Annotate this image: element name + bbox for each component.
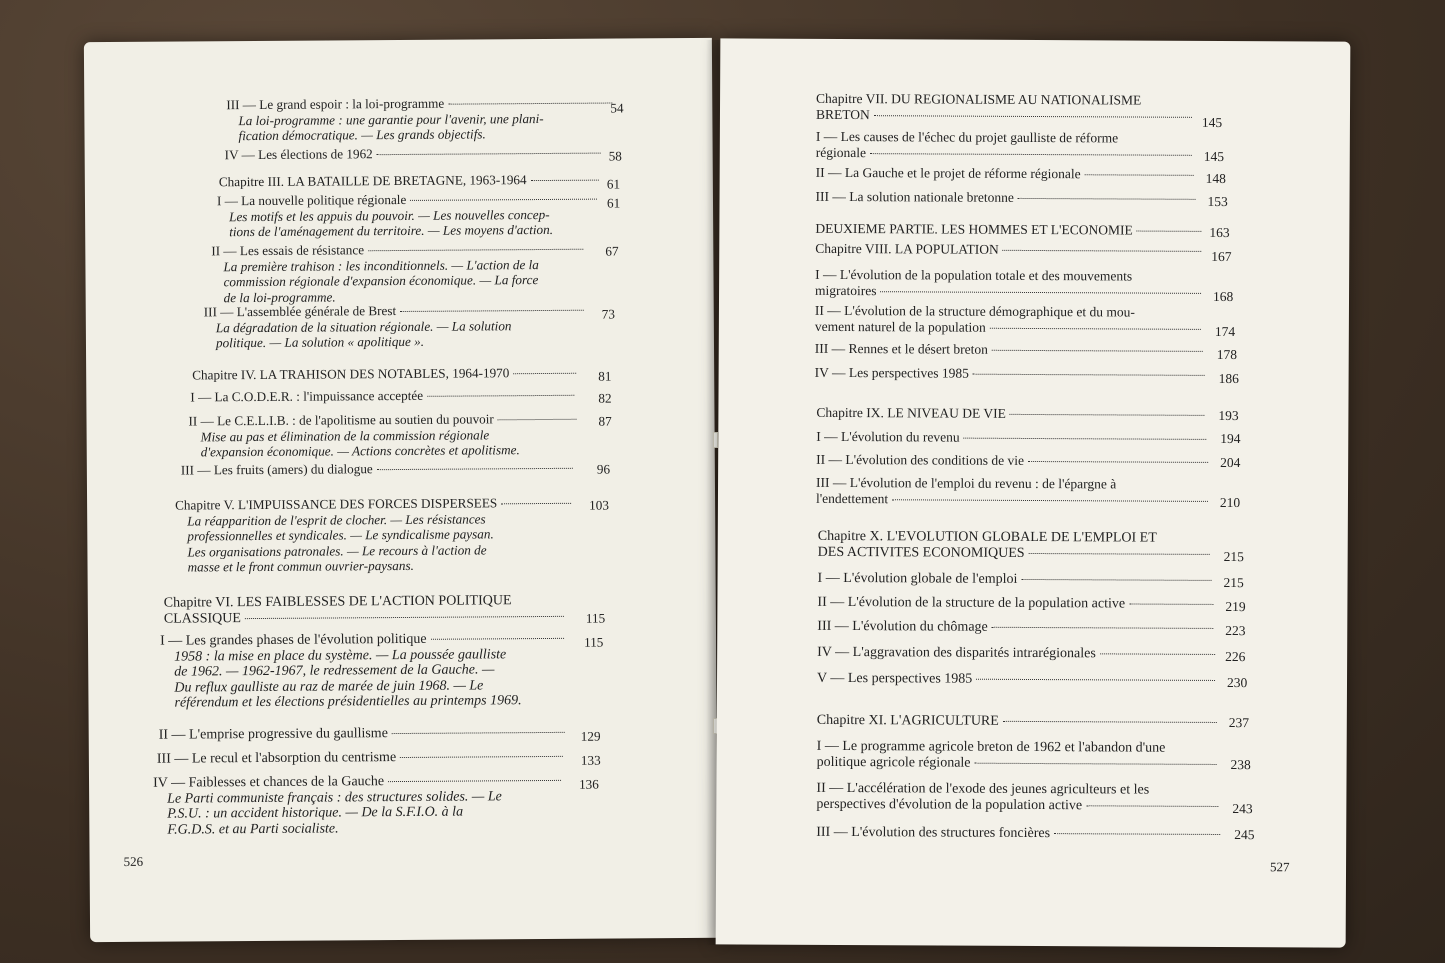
- toc-entry: III — Le grand espoir : la loi-programme La loi-programme : une garantie pour l'avenir, une plani- fication démocratique. — Les grands objectifs.: [226, 94, 616, 143]
- toc-entry: II — L'évolution de la structure démographique et du mou- vement naturel de la population: [815, 303, 1205, 336]
- page-number: 145: [1201, 114, 1223, 130]
- page-number: 103: [589, 497, 609, 513]
- page-number: 61: [606, 195, 621, 211]
- page-number: 87: [598, 413, 612, 429]
- toc-entry: Chapitre X. L'EVOLUTION GLOBALE DE L'EMPLOI ET DES ACTIVITES ECONOMIQUES: [818, 529, 1214, 562]
- page-number: 223: [1225, 623, 1246, 639]
- left-toc: [84, 38, 718, 942]
- toc-entry: II — Le C.E.L.I.B. : de l'apolitisme au soutien du pouvoir Mise au pas et élimination de la commission régionale d'expansion économique. — Actions concrètes et apolitisme.: [188, 411, 580, 460]
- page-number: 133: [580, 752, 601, 768]
- toc-entry: I — L'évolution de la population totale et des mouvements migratoires: [815, 267, 1205, 300]
- toc-entry: Chapitre IX. LE NIVEAU DE VIE: [816, 405, 1208, 423]
- toc-entry: II — L'emprise progressive du gaullisme: [159, 725, 569, 743]
- page-number: 82: [598, 390, 612, 406]
- page-number: 178: [1216, 346, 1238, 363]
- page-number: 215: [1223, 574, 1244, 591]
- toc-entry: III — Les fruits (amers) du dialogue: [181, 460, 577, 478]
- toc-entry: III — L'évolution de l'emploi du revenu : de l'épargne à l'endettement: [816, 475, 1212, 508]
- page-number: 194: [1220, 430, 1241, 447]
- page-number: 238: [1230, 757, 1251, 773]
- page-number: 243: [1232, 801, 1253, 817]
- right-page: [716, 38, 1351, 947]
- toc-entry: III — Le recul et l'absorption du centrisme: [157, 749, 567, 767]
- right-toc: [716, 38, 1351, 947]
- page-number: 230: [1226, 675, 1248, 691]
- page-number: 67: [605, 243, 619, 259]
- page-number: 215: [1223, 548, 1244, 565]
- toc-entry: I — L'évolution globale de l'emploi: [818, 571, 1216, 589]
- toc-entry: I — Les grandes phases de l'évolution politique 1958 : la mise en place du système. — La poussée gaulliste de 1962. — 1962-1967, le redressement de la Gauche. — Du reflux gaulliste au raz de marée de juin 1968. — Le référendum et les élections présidentielles au printemps 1969.: [160, 631, 569, 711]
- page-number: 129: [580, 728, 601, 744]
- page-folio: 527: [1270, 859, 1290, 875]
- toc-entry: IV — Faiblesses et chances de la Gauche Le Parti communiste français : des structures solides. — Le P.S.U. : un accident historique. — De la S.F.I.O. à la F.G.D.S. et au Parti socialiste.: [153, 773, 565, 838]
- page-number: 226: [1225, 649, 1246, 665]
- page-number: 186: [1218, 370, 1239, 387]
- page-number: 163: [1209, 224, 1230, 241]
- toc-entry: Chapitre IV. LA TRAHISON DES NOTABLES, 1964-1970: [192, 365, 580, 383]
- toc-entry: IV — L'aggravation des disparités intrarégionales: [817, 645, 1219, 663]
- toc-entry: I — L'évolution du revenu: [816, 429, 1210, 447]
- toc-entry: DEUXIEME PARTIE. LES HOMMES ET L'ECONOMIE: [815, 221, 1205, 239]
- page-number: 73: [601, 306, 616, 322]
- toc-entry: IV — Les élections de 1962: [225, 145, 605, 163]
- toc-entry: II — Les essais de résistance La première trahison : les inconditionnels. — L'action de la commission régionale d'expansion économique. — La force de la loi-programme.: [211, 241, 587, 306]
- left-page: [84, 38, 718, 942]
- toc-entry: I — Les causes de l'échec du projet gaulliste de réforme régionale: [816, 129, 1196, 162]
- toc-entry: III — L'assemblée générale de Brest La dégradation de la situation régionale. — La solution politique. — La solution « apolitique ».: [204, 302, 588, 351]
- page-number: 148: [1205, 170, 1226, 187]
- page-number: 237: [1228, 715, 1250, 731]
- toc-entry: Chapitre XI. L'AGRICULTURE: [817, 713, 1221, 731]
- toc-entry: IV — Les perspectives 1985: [815, 365, 1209, 383]
- page-number: 115: [585, 610, 606, 626]
- page-number: 245: [1234, 827, 1255, 843]
- page-number: 61: [606, 176, 621, 192]
- toc-entry: II — L'évolution de la structure de la population active: [817, 595, 1217, 613]
- toc-entry: Chapitre VII. DU REGIONALISME AU NATIONALISME BRETON: [816, 91, 1196, 124]
- page-number: 115: [584, 634, 604, 650]
- page-number: 167: [1211, 248, 1232, 265]
- page-number: 193: [1218, 407, 1239, 424]
- page-number: 168: [1212, 288, 1234, 305]
- toc-entry: Chapitre VIII. LA POPULATION: [815, 241, 1205, 259]
- toc-entry: III — L'évolution des structures foncières: [816, 825, 1224, 843]
- toc-entry: Chapitre V. L'IMPUISSANCE DES FORCES DISPERSEES La réapparition de l'esprit de clocher. — Les résistances professionnelles et syndicales. — Le syndicalisme paysan. Les organisations patronales. — Le recours à l'action de masse et le front commun ouvrier-paysans.: [175, 495, 576, 575]
- toc-entry: II — La Gauche et le projet de réforme régionale: [816, 165, 1198, 182]
- page-number: 204: [1220, 454, 1241, 471]
- toc-entry: I — Le programme agricole breton de 1962 et l'abandon d'une politique agricole régionale: [817, 739, 1221, 772]
- page-number: 219: [1225, 599, 1246, 615]
- toc-entry: I — La nouvelle politique régionale Les motifs et les appuis du pouvoir. — Les nouvelles concep- tions de l'aménagement du territoire. — Les moyens d'action.: [217, 191, 601, 240]
- page-number: 153: [1207, 193, 1228, 210]
- toc-entry: II — L'accélération de l'exode des jeunes agriculteurs et les perspectives d'évolution de la population active: [816, 781, 1222, 814]
- toc-entry: Chapitre VI. LES FAIBLESSES DE L'ACTION POLITIQUE CLASSIQUE: [164, 593, 568, 627]
- toc-entry: III — La solution nationale bretonne: [816, 189, 1200, 207]
- toc-entry: I — La C.O.D.E.R. : l'impuissance acceptée: [190, 387, 578, 405]
- page-folio: 526: [123, 853, 144, 869]
- page-number: 136: [579, 776, 599, 792]
- toc-entry: III — Rennes et le désert breton: [815, 341, 1207, 359]
- page-number: 81: [598, 368, 612, 384]
- toc-entry: II — L'évolution des conditions de vie: [816, 452, 1212, 470]
- page-number: 174: [1214, 323, 1236, 340]
- page-number: 210: [1219, 494, 1241, 511]
- page-number: 145: [1203, 148, 1225, 164]
- page-number: 58: [608, 148, 622, 164]
- page-number: 96: [596, 461, 611, 477]
- page-number: 54: [610, 100, 624, 116]
- toc-entry: III — L'évolution du chômage: [817, 619, 1217, 637]
- toc-entry: V — Les perspectives 1985: [817, 671, 1219, 689]
- toc-entry: Chapitre III. LA BATAILLE DE BRETAGNE, 1963-1964: [219, 172, 603, 190]
